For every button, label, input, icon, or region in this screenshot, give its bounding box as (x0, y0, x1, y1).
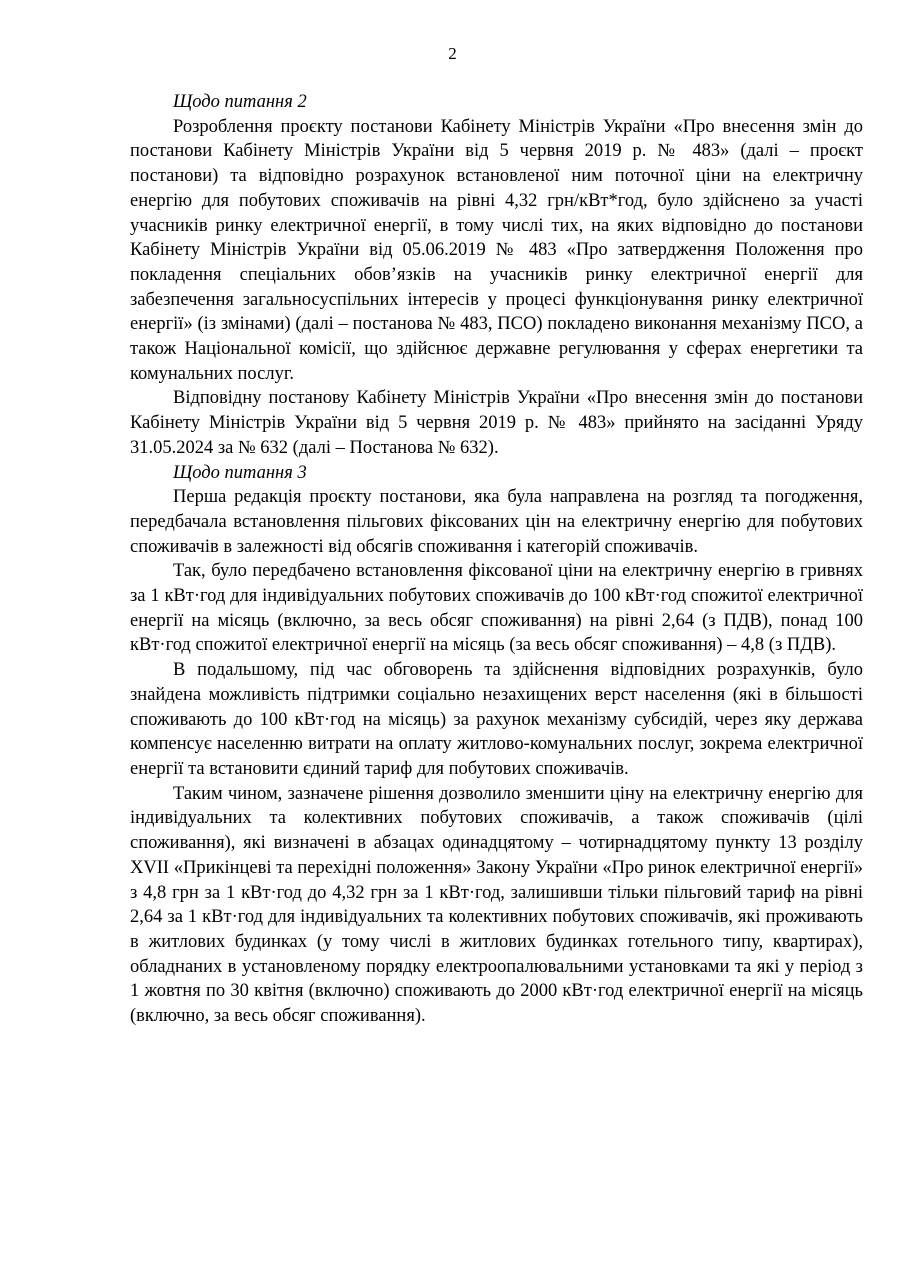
paragraph: Так, було передбачено встановлення фіксованої ціни на електричну енергію в гривнях за 1 кВт·год для індивідуальних побутових споживачів до 100 кВт·год спожитої електричної енергії на місяць (включно, за весь обсяг споживання) на рівні 2,64 (з ПДВ), понад 100 кВт·год спожитої електричної енергії на місяць (за весь обсяг споживання) – 4,8 (з ПДВ). (130, 561, 863, 656)
document-body (130, 90, 863, 1029)
paragraph: Розроблення проєкту постанови Кабінету Міністрів України «Про внесення змін до постанови Кабінету Міністрів України від 5 червня 2019 р. № 483» (далі – проєкт постанови) та відповідно розрахунок встановленої ним поточної ціни на електричну енергію для побутових споживачів на рівні 4,32 грн/кВт*год, було здійснено за участі учасників ринку електричної енергії, в тому числі тих, на яких відповідно до постанови Кабінету Міністрів України від 05.06.2019 № 483 «Про затвердження Положення про покладення спеціальних обов’язків на учасників ринку електричної енергії для забезпечення загальносуспільних інтересів у процесі функціонування ринку електричної енергії» (із змінами) (далі – постанова № 483, ПСО) покладено виконання механізму ПСО, а також Національної комісії, що здійснює державне регулювання у сферах енергетики та комунальних послуг. (130, 116, 863, 384)
section-heading-question-2: Щодо питання 2 (173, 92, 307, 112)
section-heading-question-3: Щодо питання 3 (173, 462, 307, 483)
paragraph: В подальшому, під час обговорень та здійснення відповідних розрахунків, було знайдена можливість підтримки соціально незахищених верст населення (які в більшості споживають до 100 кВт·год на місяць) за рахунок механізму субсидій, через яку держава компенсує населенню витрати на оплату житлово-комунальних послуг, зокрема електричної енергії та встановити єдиний тариф для побутових споживачів. (130, 660, 863, 779)
paragraph: Відповідну постанову Кабінету Міністрів України «Про внесення змін до постанови Кабінету Міністрів України від 5 червня 2019 р. № 483» прийнято на засіданні Уряду 31.05.2024 за № 632 (далі – Постанова № 632). (130, 388, 863, 458)
paragraph: Перша редакція проєкту постанови, яка була направлена на розгляд та погодження, передбачала встановлення пільгових фіксованих цін на електричну енергію для побутових споживачів в залежності від обсягів споживання і категорій споживачів. (130, 487, 863, 557)
paragraph: Таким чином, зазначене рішення дозволило зменшити ціну на електричну енергію для індивідуальних та колективних побутових споживачів, а також споживачів (цілі споживання), які визначені в абзацах одинадцятому – чотирнадцятому пункту 13 розділу XVII «Прикінцеві та перехідні положення» Закону України «Про ринок електричної енергії» з 4,8 грн за 1 кВт·год до 4,32 грн за 1 кВт·год, залишивши тільки пільговий тариф на рівні 2,64 за 1 кВт·год для індивідуальних та колективних побутових споживачів, які проживають в житлових будинках (у тому числі в житлових будинках готельного типу, квартирах), обладнаних в установленому порядку електроопалювальними установками та які у період з 1 жовтня по 30 квітня (включно) споживають до 2000 кВт·год електричної енергії на місяць (включно, за весь обсяг споживання). (130, 783, 863, 1027)
page-number: 2 (448, 44, 457, 63)
